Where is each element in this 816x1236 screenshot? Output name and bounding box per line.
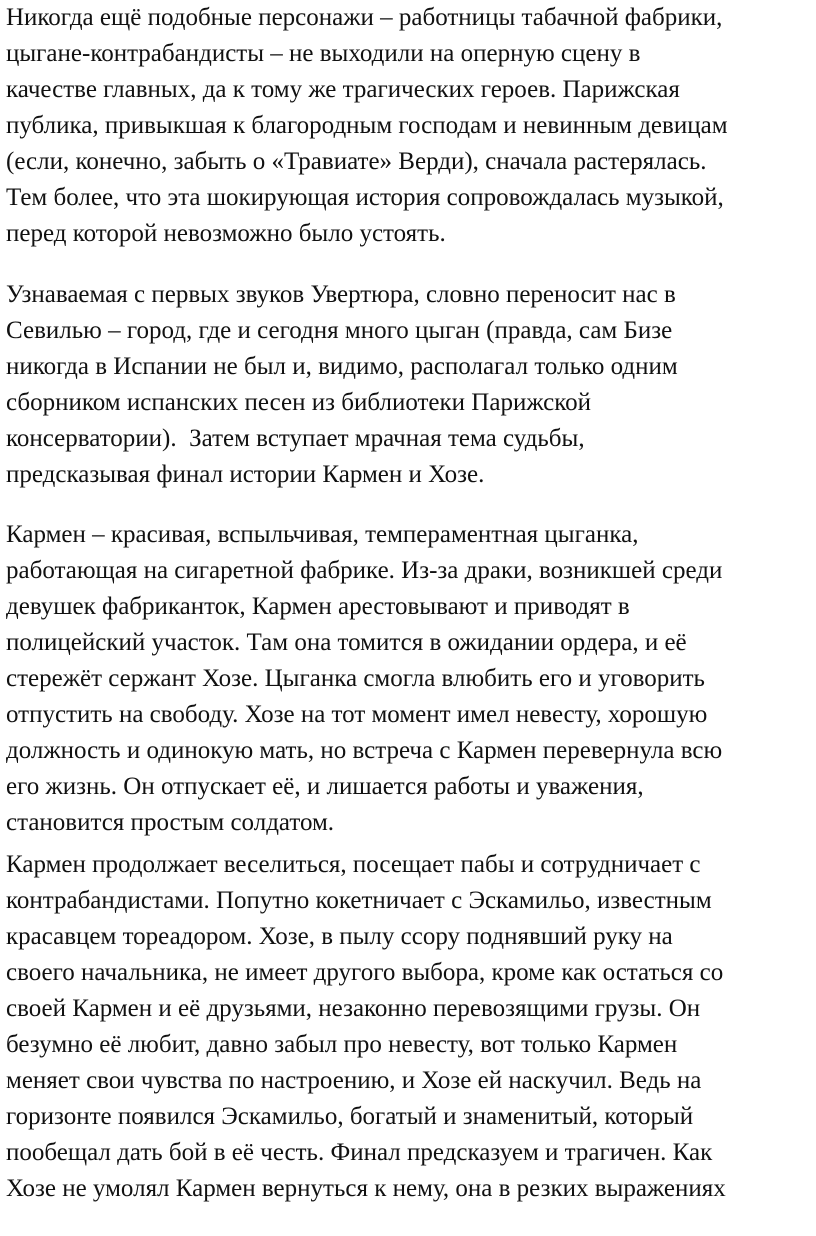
text-line: его жизнь. Он отпускает её, и лишается работы и уважения,: [6, 773, 644, 800]
text-line: (если, конечно, забыть о «Травиате» Верди), сначала растерялась.: [6, 148, 707, 175]
text-line: становится простым солдатом.: [6, 809, 335, 836]
text-line: Тем более, что эта шокирующая история сопровождалась музыкой,: [6, 184, 724, 211]
text-line: цыгане-контрабандисты – не выходили на оперную сцену в: [6, 40, 641, 67]
text-line: работающая на сигаретной фабрике. Из-за драки, возникшей среди: [6, 557, 723, 584]
text-line: отпустить на свободу. Хозе на тот момент имел невесту, хорошую: [6, 701, 708, 728]
text-line: публика, привыкшая к благородным господам и невинным девицам: [6, 112, 728, 139]
text-line: своего начальника, не имеет другого выбора, кроме как остаться со: [6, 959, 724, 986]
text-line: Кармен – красивая, вспыльчивая, темпераментная цыганка,: [6, 521, 639, 548]
paragraph-1: [6, 0, 728, 252]
text-line: качестве главных, да к тому же трагических героев. Парижская: [6, 76, 680, 103]
text-line: никогда в Испании не был и, видимо, располагал только одним: [6, 353, 678, 380]
text-line: Узнаваемая с первых звуков Увертюра, словно переносит нас в: [6, 281, 676, 308]
text-line: меняет свои чувства по настроению, и Хозе ей наскучил. Ведь на: [6, 1067, 702, 1094]
text-line: полицейский участок. Там она томится в ожидании ордера, и её: [6, 629, 687, 656]
text-line: сборником испанских песен из библиотеки Парижской: [6, 389, 591, 416]
text-line: Кармен продолжает веселиться, посещает пабы и сотрудничает с: [6, 851, 701, 878]
text-line: должность и одинокую мать, но встреча с Кармен перевернула всю: [6, 737, 723, 764]
text-line: консерватории). Затем вступает мрачная тема судьбы,: [6, 425, 585, 452]
text-line: перед которой невозможно было устоять.: [6, 220, 446, 247]
paragraph-4: [6, 847, 726, 1207]
paragraph-3: [6, 517, 722, 841]
text-line: предсказывая финал истории Кармен и Хозе.: [6, 461, 485, 488]
text-line: красавцем тореадором. Хозе, в пылу ссору поднявший руку на: [6, 923, 673, 950]
text-line: Севилью – город, где и сегодня много цыган (правда, сам Бизе: [6, 317, 673, 344]
text-line: Никогда ещё подобные персонажи – работницы табачной фабрики,: [6, 4, 723, 31]
text-line: стережёт сержант Хозе. Цыганка смогла влюбить его и уговорить: [6, 665, 705, 692]
text-line: безумно её любит, давно забыл про невесту, вот только Кармен: [6, 1031, 678, 1058]
text-line: пообещал дать бой в её честь. Финал предсказуем и трагичен. Как: [6, 1139, 713, 1166]
text-line: Хозе не умолял Кармен вернуться к нему, она в резких выражениях: [6, 1175, 726, 1202]
paragraph-2: [6, 277, 678, 493]
text-line: горизонте появился Эскамильо, богатый и знаменитый, который: [6, 1103, 694, 1130]
text-line: своей Кармен и её друзьями, незаконно перевозящими грузы. Он: [6, 995, 701, 1022]
text-line: контрабандистами. Попутно кокетничает с Эскамильо, известным: [6, 887, 712, 914]
text-line: девушек фабриканток, Кармен арестовывают и приводят в: [6, 593, 630, 620]
